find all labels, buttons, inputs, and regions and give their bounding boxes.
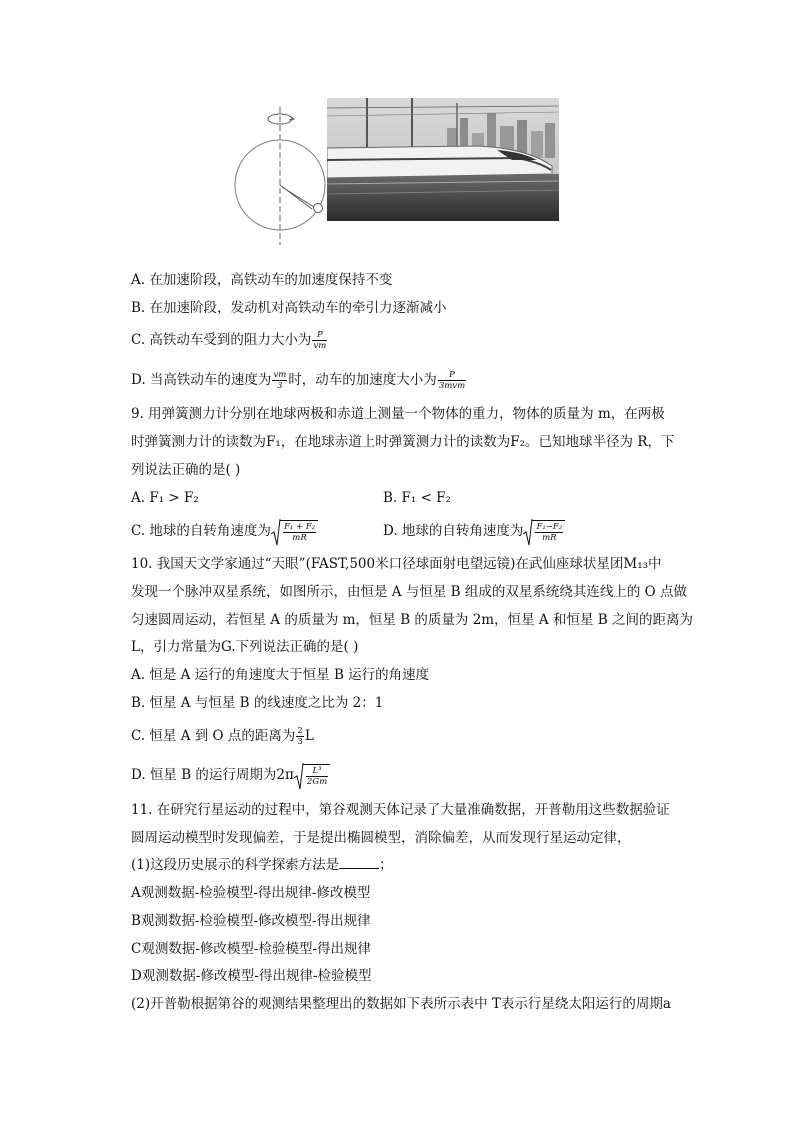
frac-denominator: 3mvm	[438, 381, 466, 391]
q9-line-3: 列说法正确的是( )	[131, 462, 241, 478]
frac-numerator: L³	[306, 766, 328, 777]
q9-option-b: B. F₁ < F₂	[383, 490, 451, 506]
frac-denominator: 3	[277, 381, 283, 391]
frac-numerator: 2	[297, 726, 303, 736]
q11-choice-d: D观测数据-修改模型-得出规律-检验模型	[131, 968, 372, 984]
q11-line-2: 圆周运动模型时发现偏差，于是提出椭圆模型，消除偏差，从而发现行星运动定律，	[131, 830, 631, 846]
q9-option-d-text: D. 地球的自转角速度为	[383, 523, 524, 539]
frac-denominator: 3	[297, 737, 303, 747]
globe-figure	[228, 97, 332, 247]
q10-line-3: 匀速圆周运动，若恒星 A 的质量为 m，恒星 B 的质量为 2m，恒星 A 和恒星 B 之间的距离为	[131, 612, 693, 628]
q8-option-d-fraction-1	[272, 370, 287, 391]
q8-option-d-text-a: D. 当高铁动车的速度为	[131, 372, 272, 388]
q9-line-1: 9. 用弹簧测力计分别在地球两极和赤道上测量一个物体的重力，物体的质量为 m，在两极	[131, 406, 665, 422]
q8-option-d-text-b: 时，动车的加速度大小为	[288, 372, 437, 388]
q8-option-b: B. 在加速阶段，发动机对高铁动车的牵引力逐渐减小	[131, 300, 447, 316]
q10-option-b: B. 恒星 A 与恒星 B 的线速度之比为 2：1	[131, 695, 384, 711]
q9-option-c	[131, 520, 318, 543]
frac-numerator: F₁−F₂	[536, 522, 563, 532]
q8-option-d-fraction-2	[438, 370, 466, 391]
globe-diagram-icon	[228, 97, 332, 247]
q8-option-c-fraction	[312, 330, 327, 351]
q9-line-2: 时弹簧测力计的读数为F₁，在地球赤道上时弹簧测力计的读数为F₂。已知地球半径为 R，下	[131, 434, 675, 450]
q11-line-4: (2)开普勒根据第谷的观测结果整理出的数据如下表所示表中 T表示行星绕太阳运行的周期a	[131, 996, 671, 1012]
frac-denominator: mR	[542, 533, 557, 543]
q10-option-a: A. 恒是 A 运行的角速度大于恒星 B 运行的角速度	[131, 667, 430, 683]
q10-option-d-text: D. 恒星 B 的运行周期为2π	[131, 767, 294, 783]
q11-choice-a: A观测数据-检验模型-得出规律-修改模型	[131, 885, 371, 901]
frac-denominator: mR	[292, 533, 307, 543]
q9-option-c-text: C. 地球的自转角速度为	[131, 523, 271, 539]
q10-option-d	[131, 764, 330, 787]
q10-option-c-tail: L	[304, 728, 314, 744]
q11-choice-c: C观测数据-修改模型-检验模型-得出规律	[131, 941, 372, 957]
q10-option-d-sqrt	[294, 764, 330, 787]
frac-denominator: 2Gm	[306, 777, 328, 787]
frac-numerator: P	[438, 370, 466, 381]
frac-numerator: P	[312, 330, 327, 341]
q11-part1-punct: ；	[379, 857, 393, 873]
q10-option-c	[131, 726, 314, 747]
frac-numerator: F₁ + F₂	[283, 522, 316, 532]
q10-option-c-text: C. 恒星 A 到 O 点的距离为	[131, 728, 296, 744]
answer-blank[interactable]	[339, 856, 379, 869]
q11-line-1: 11. 在研究行星运动的过程中，第谷观测天体记录了大量准确数据，开普勒用这些数据验证	[131, 802, 670, 818]
q10-option-c-fraction	[296, 726, 303, 747]
q10-line-1: 10. 我国天文学家通过“天眼”(FAST,500米口径球面射电望远镜)在武仙座球状星团M₁₃中	[131, 556, 662, 572]
q8-option-c-text: C. 高铁动车受到的阻力大小为	[131, 332, 312, 348]
q11-line-3	[131, 855, 393, 875]
q9-option-d-sqrt	[523, 520, 565, 543]
q8-option-a: A. 在加速阶段，高铁动车的加速度保持不变	[131, 272, 393, 288]
q8-option-d	[131, 370, 467, 391]
q11-part1-question: (1)这段历史展示的科学探索方法是	[131, 857, 340, 873]
high-speed-train-photo-icon	[327, 98, 559, 221]
q9-option-c-sqrt	[271, 520, 318, 543]
q9-option-d	[383, 520, 565, 543]
q10-line-4: L，引力常量为G.下列说法正确的是( )	[131, 639, 359, 655]
q11-choice-b: B观测数据-检验模型-修改模型-得出规律	[131, 913, 371, 929]
q10-line-2: 发现一个脉冲双星系统，如图所示，由恒是 A 与恒星 B 组成的双星系统绕其连线上的 O 点做	[131, 584, 687, 600]
frac-numerator: vm	[273, 370, 287, 380]
frac-denominator: vm	[313, 341, 327, 351]
q8-option-c	[131, 330, 328, 351]
train-photo	[327, 98, 559, 221]
q9-option-a: A. F₁ > F₂	[131, 490, 199, 506]
